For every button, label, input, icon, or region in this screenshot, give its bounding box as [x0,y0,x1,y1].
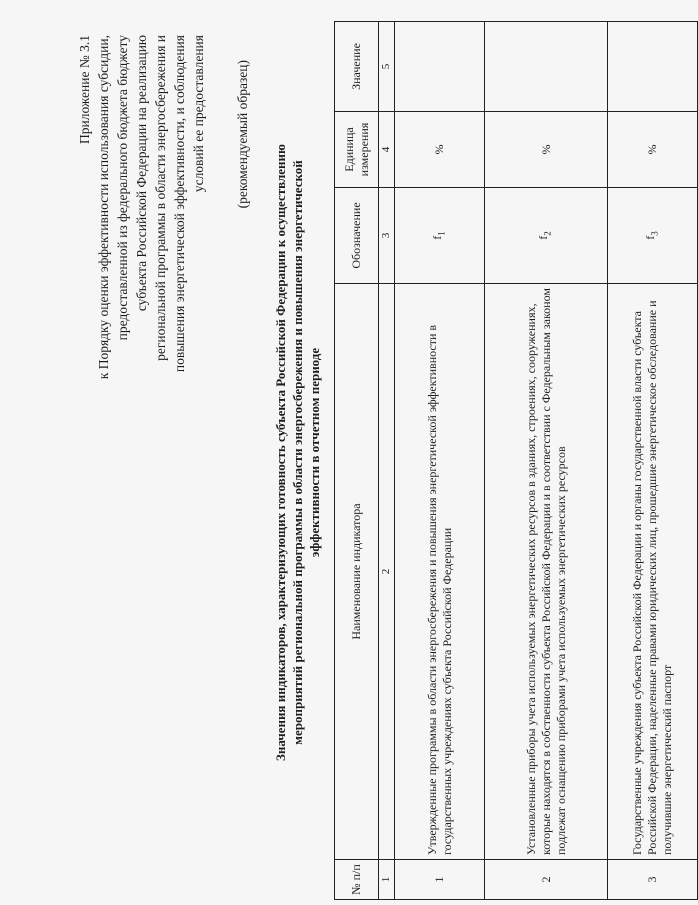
sample-note: (рекомендуемый образец) [235,60,250,209]
header-symbol: Обозначение [335,188,379,284]
indicator-symbol [485,188,608,284]
attachment-line: субъекта Российской Федерации на реализацию [134,35,149,312]
title-line: мероприятий региональной программы в области энергосбережения и повышения энергетической [290,160,305,745]
table-row [608,22,698,900]
attachment-line: предоставленной из федерального бюджета бюджету [115,35,130,341]
symbol-index: 3 [649,231,660,236]
indicator-symbol [395,188,485,284]
symbol-index: 1 [436,231,447,236]
header-num: № п/п [335,860,379,900]
document-title [272,35,323,870]
row-number: 2 [485,860,608,900]
indicator-value[interactable] [395,22,485,112]
attachment-header [75,35,208,455]
indicator-unit: % [485,112,608,188]
indicator-name: Государственные учреждения субъекта Российской Федерации и органы государственной власти субъекта Российской Федерации, наделенные правами юридических лиц, прошедшие энергетическое обследование и получившие энергетический паспорт [608,284,698,860]
indicator-symbol [608,188,698,284]
column-number: 3 [379,188,395,284]
header-name: Наименование индикатора [335,284,379,860]
table-row [395,22,485,900]
symbol-letter: f [429,235,444,240]
row-number: 3 [608,860,698,900]
indicator-unit: % [395,112,485,188]
indicator-name: Утвержденные программы в области энергосбережения и повышения энергетической эффективности в государственных учреждениях субъекта Российской Федерации [395,284,485,860]
indicator-name: Установленные приборы учета используемых энергетических ресурсов в зданиях, строениях, сооружениях, которые находятся в собственности субъекта Российской Федерации и в соответствии с Федеральным законом подлежат оснащению приборами учета используемых энергетических ресурсов [485,284,608,860]
table-header-row [335,22,379,900]
table-row [485,22,608,900]
indicator-value[interactable] [485,22,608,112]
column-number: 5 [379,22,395,112]
attachment-line: условий ее предоставления [191,35,206,193]
document-page [20,5,674,900]
column-number: 1 [379,860,395,900]
column-number: 4 [379,112,395,188]
title-line: Значения индикаторов, характеризующих готовность субъекта Российской Федерации к осуществлению [273,144,288,761]
column-number-row [379,22,395,900]
attachment-line: Приложение № 3.1 [77,35,92,144]
symbol-letter: f [642,235,657,240]
attachment-line: региональной программы в области энергосбережения и [153,35,168,361]
header-value: Значение [335,22,379,112]
attachment-line: повышения энергетической эффективности, и соблюдения [172,35,187,373]
column-number: 2 [379,284,395,860]
indicator-unit: % [608,112,698,188]
row-number: 1 [395,860,485,900]
header-unit: Единица измерения [335,112,379,188]
symbol-index: 2 [542,231,553,236]
attachment-line: к Порядку оценки эффективности использования субсидии, [96,35,111,380]
title-line: эффективности в отчетном периоде [307,347,322,558]
indicator-value[interactable] [608,22,698,112]
symbol-letter: f [536,235,551,240]
indicators-table [334,21,698,900]
